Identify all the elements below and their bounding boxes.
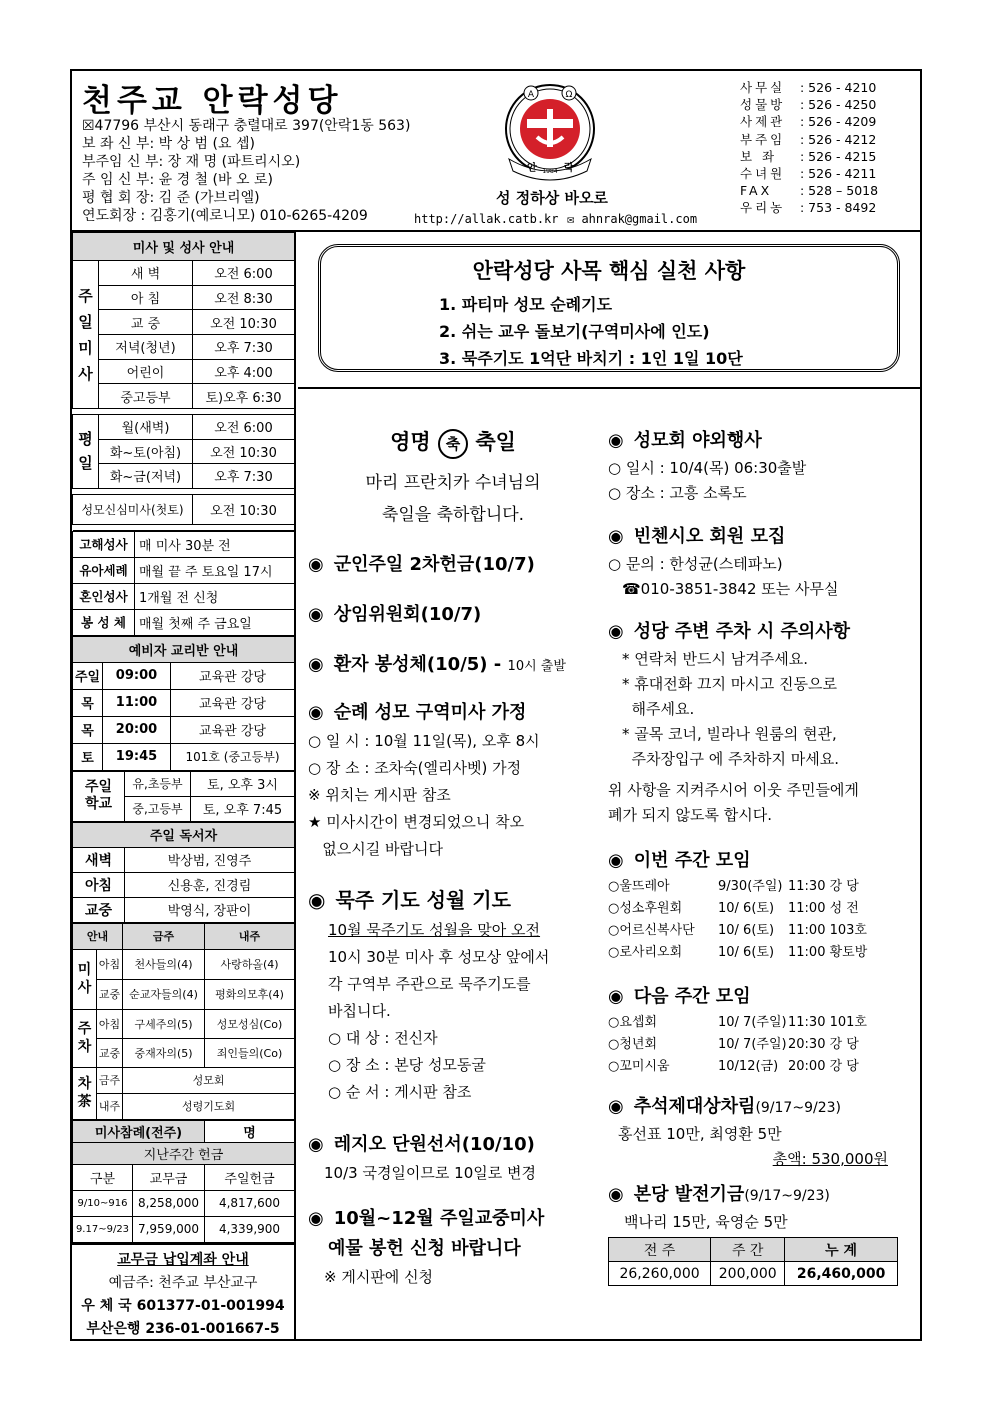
logo-char-right: 락 — [564, 163, 574, 174]
alpha-mark: A — [527, 90, 535, 100]
staff-line: 보 좌 신 부: 박 상 범 (요 셉) — [82, 136, 255, 152]
notice-communion: ◉ 환자 봉성체(10/5) - 10시 출발 — [308, 650, 598, 680]
notice-pilgrim-mass: ◉ 순례 성모 구역미사 가정 ○ 일 시 : 10월 11일(목), 오후 8시 ○ 장 소 : 조차숙(엘리사벳) 가정 ※ 위치는 게시판 참조 ★ 미사시간이 변경되었으니 착오 없으시길 바랍니다 — [308, 698, 598, 863]
patron-saint: 성 정하상 바오로 — [496, 189, 608, 207]
sunday-label: 주 일 미 사 — [73, 261, 99, 409]
core-item: 2. 쉬는 교우 돌보기(구역미사에 인도) — [439, 322, 710, 341]
church-info — [82, 117, 410, 225]
meetings-next-week: ◉ 다음 주간 모임 ○요셉회 10/ 7(주일) 11:30 101호 ○청년회 10/ 7(주일) 20:30 강 당 ○꼬미시움 10/12(금) 20:00 강 당 — [608, 982, 908, 1078]
main-content — [298, 232, 920, 1341]
notice-legio: ◉ 레지오 단원선서(10/10) 10/3 국경일이므로 10일로 변경 — [308, 1130, 598, 1187]
notice-parking: ◉ 성당 주변 주차 시 주의사항 * 연락처 반드시 남겨주세요. * 휴대전화 끄지 마시고 진동으로 해주세요. * 골목 코너, 빌라나 원룸의 현관, 주차장입구 에 주차하지 마세요. 위 사항을 지켜주시어 이웃 주민들에게 폐가 되지 않도록 합시다. — [608, 617, 908, 828]
notice-mothers-outing: ◉ 성모회 야외행사 ○ 일시 : 10/4(목) 06:30출발 ○ 장소 : 고흥 소록도 — [608, 426, 908, 506]
left-sidebar — [72, 232, 296, 1341]
chuseok-offering: ◉ 추석제대상차림(9/17~9/23) 홍선표 10만, 최영환 5만 총액: 530,000원 — [608, 1092, 908, 1172]
offering-table: 미사참례(전주) 명 지난주간 헌금 구분 교무금 주일헌금 9/10~916 8,258,000 4,817,600 9.17~9/23 7,959,000 4,339,900 — [72, 1120, 295, 1243]
core-item: 3. 묵주기도 1억단 바치기 : 1인 1일 10단 — [439, 349, 743, 368]
notice-vincent: ◉ 빈첸시오 회원 모집 ○ 문의 : 한성균(스테파노) ☎010-3851-3842 또는 사무실 — [608, 522, 908, 602]
phone-list: 사무실 : 526 - 4210 성물방 : 526 - 4250 사제관 : 526 - 4209 부주임 : 526 - 4212 보 좌 : 526 - 4215 수녀원 : 526 - 4211 FAX : 528 – 5018 우리농 : 753 - 8492 — [740, 80, 879, 216]
mass-title: 미사 및 성사 안내 — [73, 233, 295, 261]
guide-table: 안내 금주 내주 미 사 아침 천사들의(4) 사랑하올(4) 교중 순교자들의(4) 평화의모후(4) 주 차 아침 구세주의(5) 성모성심(Co) 교중 중재자의(5) 죄인들의(Co) 차 茶 금주 성모회 내주 성령기도회 — [72, 923, 295, 1120]
catechumen-table: 예비자 교리반 안내 주일 09:00 교육관 강당 목 11:00 교육관 강당 목 20:00 교육관 강당 토 19:45 101호 (중고등부) — [72, 636, 295, 771]
bulletin-frame — [70, 69, 922, 1341]
omega-mark: Ω — [565, 90, 573, 100]
meetings-this-week: ◉ 이번 주간 모임 ○울뜨레아 9/30(주일) 11:30 강 당 ○성소후원회 10/ 6(토) 11:00 성 전 ○어르신복사단 10/ 6(토) 11:00 103호 ○로사리오회 10/ 6(토) 11:00 황토방 — [608, 846, 908, 964]
mass-schedule-table: 미사 및 성사 안내 주 일 미 사 새 벽 오전 6:00 아 침 오전 8:30 교 중 오전 10:30 저녁(청년) 오후 7:30 어린이 오후 4:00 중고등부 토)오후 6:30 평 일 월(새벽) 오전 6:00 화~토(아침) 오전 10:30 화~금(저녁) 오후 7:30 성모신심미사(첫토) 오전 10:30 — [72, 232, 295, 531]
sacrament-table: 고해성사 매 미사 30분 전 유아세례 매월 끝 주 토요일 17시 혼인성사 1개월 전 신청 봉 성 체 매월 첫째 주 금요일 — [72, 531, 295, 636]
staff-line: 연도회장 : 김홍기(예로니모) 010-6265-4209 — [82, 208, 368, 224]
notice-offering: ◉ 10월~12월 주일교중미사 예물 봉헌 신청 바랍니다 ※ 게시판에 신청 — [308, 1204, 598, 1291]
core-practice-box — [318, 244, 900, 372]
feast-mark-icon: 축 — [438, 429, 468, 459]
development-fund: ◉ 본당 발전기금(9/17~9/23) 백나리 15만, 육영순 5만 전 주 주 간 누 계 26,260,000 200,000 26,460,000 — [608, 1180, 908, 1286]
core-title: 안락성당 사목 핵심 실천 사항 — [472, 259, 746, 283]
feast-notice: 영명 축 축일 마리 프란치카 수녀님의 축일을 축하합니다. — [365, 430, 541, 525]
staff-line: 주 임 신 부: 윤 경 철 (바 오 로) — [82, 172, 273, 188]
readers-table: 주일 독서자 새벽 박상범, 진영주 아침 신용훈, 진경림 교중 박영식, 장판이 — [72, 822, 295, 923]
core-item: 1. 파티마 성모 순례기도 — [439, 295, 613, 314]
staff-line: 부주임 신 부: 장 재 명 (파트리시오) — [82, 154, 301, 170]
staff-line: 평 협 회 장: 김 준 (가브리엘) — [82, 190, 260, 206]
weekday-label: 평 일 — [73, 415, 99, 489]
header — [72, 71, 920, 232]
sunday-school-table: 주일 학교 유,초등부 토, 오후 3시 중,고등부 토, 오후 7:45 — [72, 771, 295, 822]
website-link[interactable]: http://allak.catb.kr — [414, 212, 559, 226]
fund-table: 전 주 주 간 누 계 26,260,000 200,000 26,460,000 — [608, 1237, 898, 1286]
church-logo-icon — [497, 79, 603, 185]
notice-military: ◉ 군인주일 2차헌금(10/7) — [308, 550, 598, 580]
account-info: 교무금 납입계좌 안내 예금주: 천주교 부산교구 우 체 국 601377-01-001994 부산은행 236-01-001667-5 — [72, 1243, 294, 1341]
notice-committee: ◉ 상임위원회(10/7) — [308, 600, 598, 630]
church-title: 천주교 안락성당 — [82, 83, 343, 119]
email-link[interactable]: ✉ ahnrak@gmail.com — [567, 212, 698, 226]
notice-rosary: ◉ 묵주 기도 성월 기도 10월 묵주기도 성월을 맞아 오전 10시 30분 미사 후 성모상 앞에서 각 구역부 주관으로 묵주기도를 바칩니다. ○ 대 상 : 전신자 ○ 장 소 : 본당 성모동굴 ○ 순 서 : 게시판 참조 — [308, 884, 598, 1106]
address: ☒47796 부산시 동래구 충렬대로 397(안락1동 563) — [82, 118, 411, 134]
logo-char-left: 안 — [527, 163, 537, 174]
logo-year: 1984 — [542, 168, 558, 175]
